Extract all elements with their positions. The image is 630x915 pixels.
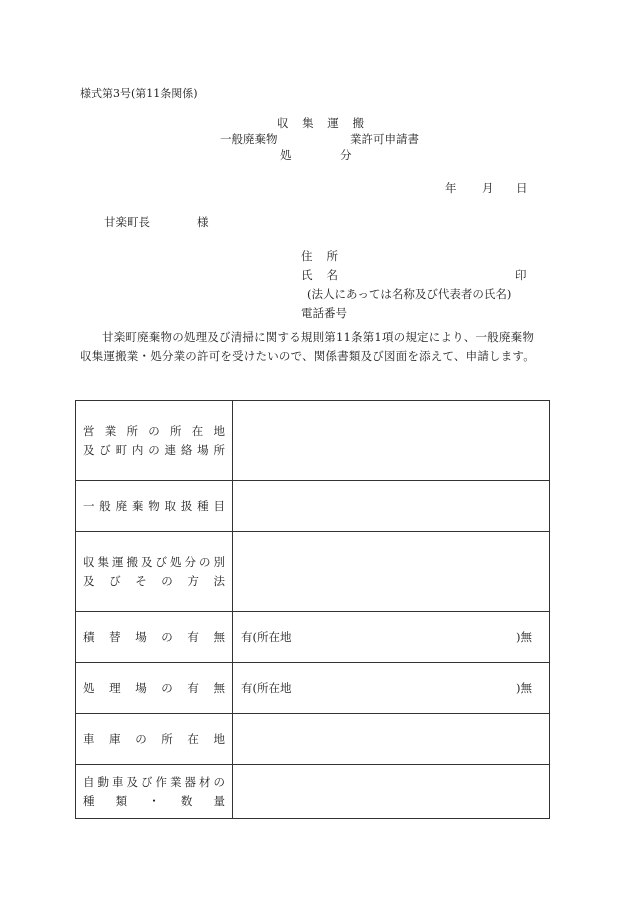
table-row — [76, 714, 550, 765]
row-label-line: 車庫の所在地 — [83, 731, 225, 746]
vehicles-equipment-field[interactable] — [233, 765, 550, 819]
row-label-line: 一般廃棄物取扱種目 — [83, 498, 225, 513]
row-label-line: 営業所の所在地 — [83, 423, 225, 438]
exists-location-text: 有(所在地 — [241, 630, 292, 644]
date-year: 年 — [445, 181, 457, 195]
address-label: 住所 — [301, 249, 352, 263]
application-table — [75, 400, 550, 819]
exists-location-text: 有(所在地 — [241, 681, 292, 695]
treatment-plant-field[interactable] — [233, 663, 550, 714]
date-month: 月 — [482, 181, 494, 195]
method-field[interactable] — [233, 532, 550, 612]
row-label — [76, 481, 233, 532]
none-text: )無 — [516, 630, 532, 644]
table-row — [76, 401, 550, 481]
row-label-line: 収集運搬及び処分の別 — [83, 554, 225, 569]
title-line-collection: 収 集 運 搬 — [277, 116, 369, 130]
table-row — [76, 663, 550, 714]
name-label: 氏名 — [301, 268, 352, 282]
row-label-line: 処理場の有無 — [83, 680, 225, 695]
table-row — [76, 765, 550, 819]
none-text: )無 — [516, 681, 532, 695]
seal-mark: 印 — [515, 268, 527, 282]
title-disposal-1: 処 — [280, 148, 292, 162]
title-disposal-2: 分 — [340, 148, 352, 162]
honorific: 様 — [197, 215, 209, 229]
form-number: 様式第3号(第11条関係) — [80, 87, 198, 100]
addressee: 甘楽町長 — [104, 215, 150, 229]
garage-location-field[interactable] — [233, 714, 550, 765]
transfer-station-field[interactable] — [233, 612, 550, 663]
row-label-line: 及び町内の連絡場所 — [83, 442, 225, 457]
row-label-line: 及びその方法 — [83, 573, 225, 588]
row-label-line: 自動車及び作業器材の — [83, 774, 225, 789]
date-day: 日 — [516, 181, 528, 195]
phone-label: 電話番号 — [301, 306, 347, 320]
title-general-waste: 一般廃棄物 — [220, 132, 278, 146]
row-label — [76, 401, 233, 481]
row-label — [76, 663, 233, 714]
row-label-line: 種類・数量 — [83, 793, 225, 808]
row-label — [76, 612, 233, 663]
row-label — [76, 714, 233, 765]
row-label — [76, 765, 233, 819]
corporate-note: (法人にあっては名称及び代表者の氏名) — [307, 287, 512, 301]
office-location-field[interactable] — [233, 401, 550, 481]
table-row — [76, 532, 550, 612]
title-permit-application: 業許可申請書 — [350, 132, 419, 146]
row-label — [76, 532, 233, 612]
row-label-line: 積替場の有無 — [83, 629, 225, 644]
waste-category-field[interactable] — [233, 481, 550, 532]
table-row — [76, 481, 550, 532]
table-row — [76, 612, 550, 663]
application-statement: 甘楽町廃棄物の処理及び清掃に関する規則第11条第1項の規定により、一般廃棄物収集運搬業・処分業の許可を受けたいので、関係書類及び図面を添えて、申請します。 — [80, 330, 535, 363]
